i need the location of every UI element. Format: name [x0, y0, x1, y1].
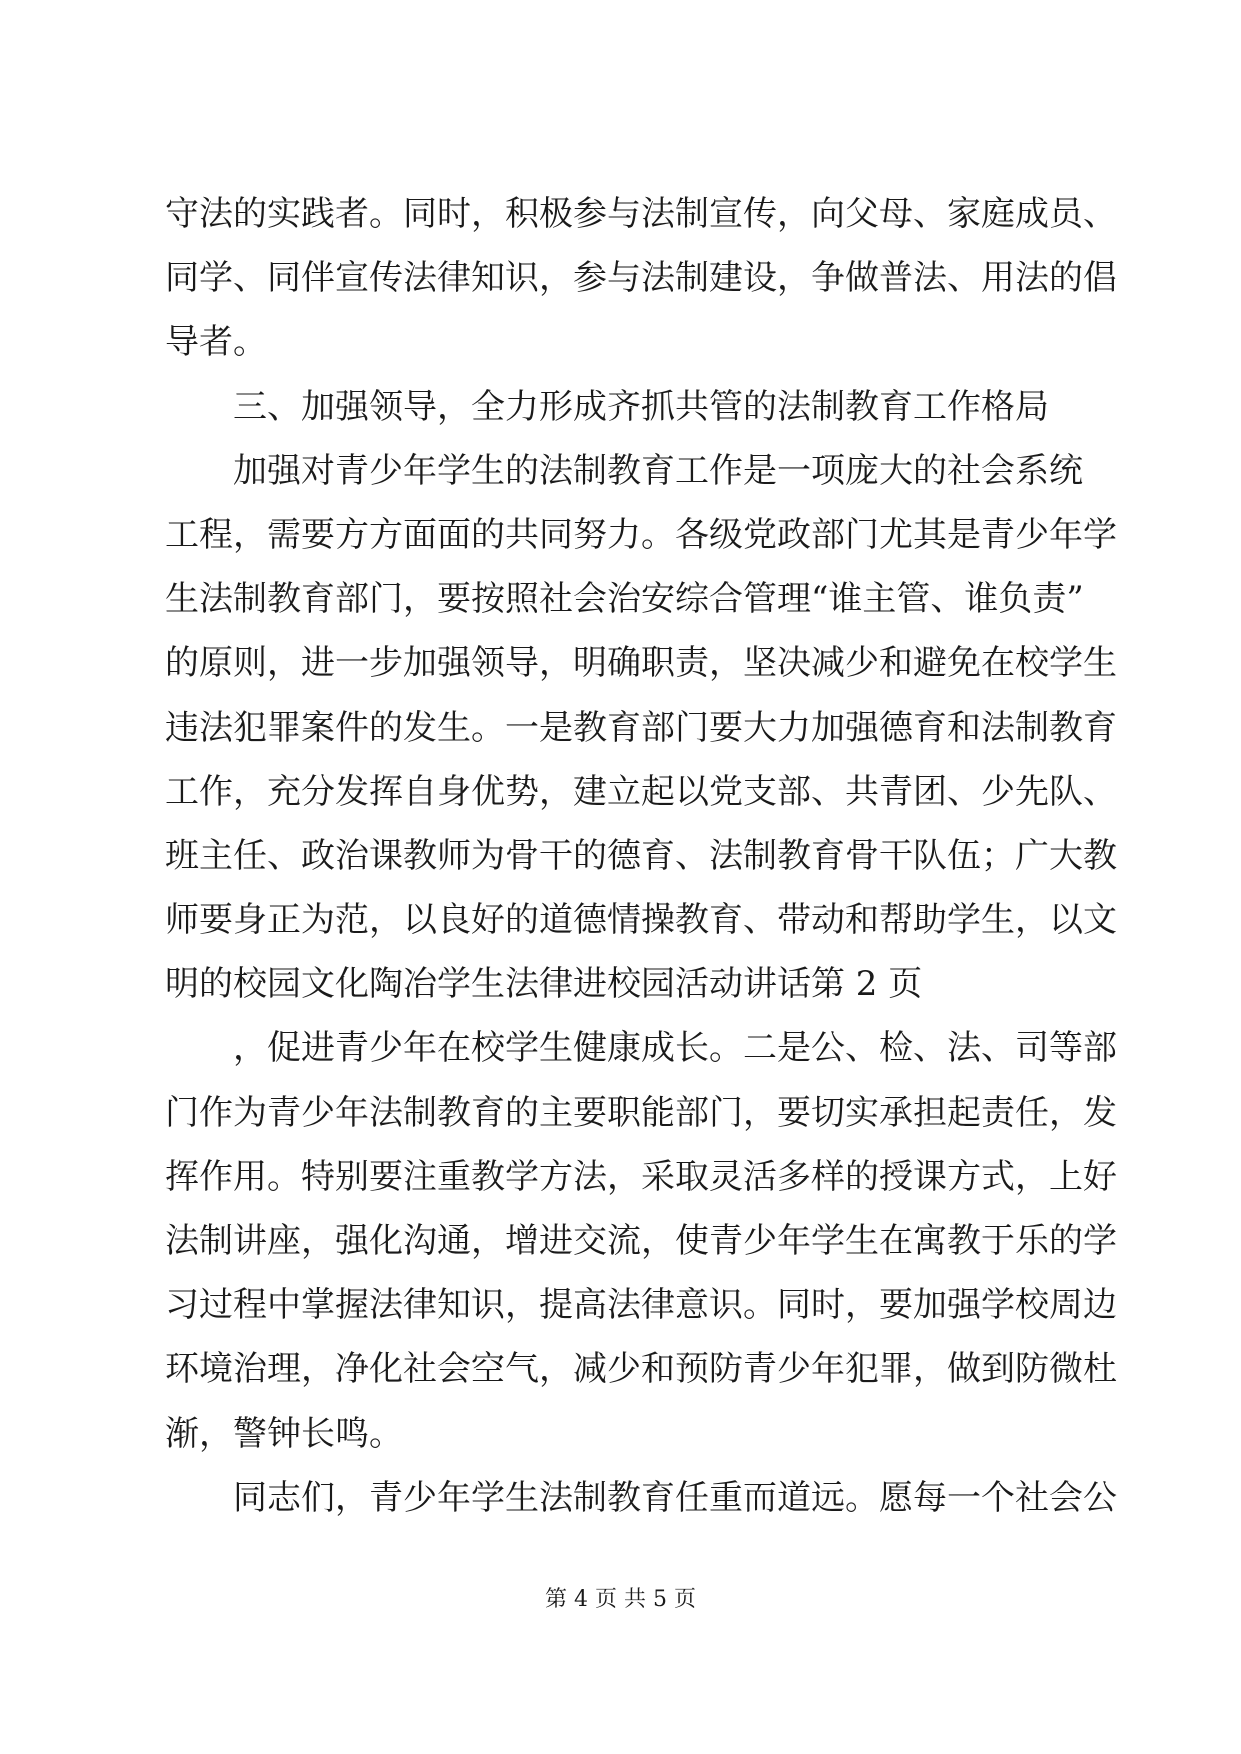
- page-footer: 第 4 页 共 5 页: [545, 1587, 696, 1612]
- text-line: 的原则，进一步加强领导，明确职责，坚决减少和避免在校学生: [165, 643, 1117, 684]
- text-line: 加强对青少年学生的法制教育工作是一项庞大的社会系统: [233, 450, 1083, 491]
- text-line: 同志们，青少年学生法制教育任重而道远。愿每一个社会公: [233, 1477, 1117, 1518]
- text-line: 守法的实践者。同时，积极参与法制宣传，向父母、家庭成员、: [165, 194, 1117, 234]
- text-line: 工程，需要方方面面的共同努力。各级党政部门尤其是青少年学: [165, 514, 1117, 555]
- text-line: 生法制教育部门，要按照社会治安综合管理“谁主管、谁负责”: [165, 579, 1084, 620]
- text-line: 师要身正为范，以良好的道德情操教育、带动和帮助学生，以文: [165, 900, 1117, 941]
- text-line: 同学、同伴宣传法律知识，参与法制建设，争做普法、用法的倡: [165, 258, 1117, 299]
- text-line: 门作为青少年法制教育的主要职能部门，要切实承担起责任，发: [165, 1092, 1117, 1133]
- text-line: 违法犯罪案件的发生。一是教育部门要大力加强德育和法制教育: [165, 707, 1117, 748]
- text-line: 明的校园文化陶冶学生法律进校园活动讲话第 2 页: [165, 964, 923, 1005]
- body-text: [165, 182, 1117, 1530]
- text-line: 导者。: [165, 322, 267, 363]
- text-line: 工作，充分发挥自身优势，建立起以党支部、共青团、少先队、: [165, 771, 1117, 812]
- text-line: 渐，警钟长鸣。: [165, 1413, 403, 1454]
- text-line: 挥作用。特别要注重教学方法，采取灵活多样的授课方式，上好: [165, 1156, 1117, 1197]
- text-line: 三、加强领导，全力形成齐抓共管的法制教育工作格局: [233, 386, 1049, 427]
- text-line: 习过程中掌握法律知识，提高法律意识。同时，要加强学校周边: [165, 1285, 1117, 1326]
- text-line: ，促进青少年在校学生健康成长。二是公、检、法、司等部: [233, 1028, 1117, 1069]
- text-line: 班主任、政治课教师为骨干的德育、法制教育骨干队伍；广大教: [165, 835, 1117, 876]
- text-line: 法制讲座，强化沟通，增进交流，使青少年学生在寓教于乐的学: [165, 1221, 1117, 1261]
- text-line: 环境治理，净化社会空气，减少和预防青少年犯罪，做到防微杜: [165, 1349, 1117, 1390]
